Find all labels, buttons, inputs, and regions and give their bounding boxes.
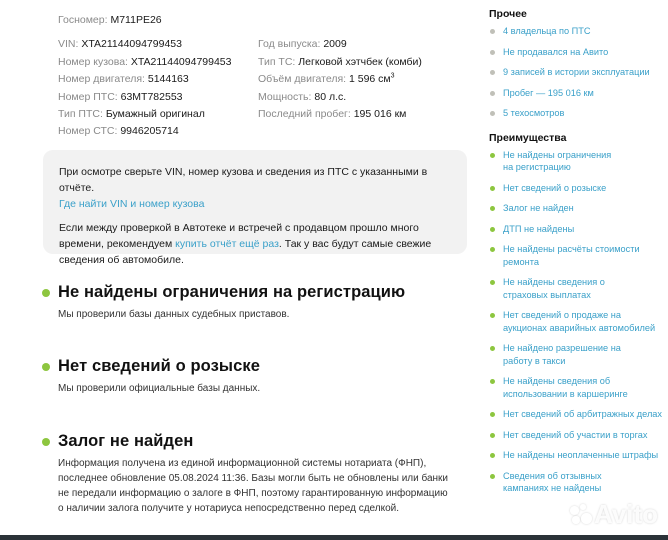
bullet-icon (490, 153, 495, 158)
sidebar-advantages-list (489, 149, 668, 495)
avito-watermark (570, 499, 658, 530)
section-description: Мы проверили официальные базы данных. (58, 383, 261, 394)
field-label: Номер ПТС: (58, 91, 118, 103)
field-value: XTA21144094799453 (81, 38, 182, 50)
section-title: Залог не найден (40, 430, 470, 452)
sidebar-item-accidents[interactable]: ДТП не найдены (489, 223, 668, 236)
status-dot-icon (42, 289, 50, 297)
bullet-icon (490, 186, 495, 191)
field-vin (58, 37, 182, 51)
sidebar-heading-other: Прочее (489, 8, 527, 20)
status-dot-icon (42, 363, 50, 371)
bullet-icon (490, 247, 495, 252)
sidebar-item-pledge[interactable]: Залог не найден (489, 202, 668, 215)
section-title: Не найдены ограничения на регистрацию (40, 281, 470, 303)
field-body-number (58, 55, 232, 69)
sidebar-item-fines[interactable]: Не найдены неоплаченные штрафы (489, 449, 668, 462)
field-label: VIN: (58, 38, 79, 50)
field-label: Объём двигателя: (258, 73, 347, 85)
avito-logo-icon (570, 504, 592, 526)
field-label: Номер двигателя: (58, 73, 145, 85)
field-value: Бумажный оригинал (105, 108, 205, 120)
bullet-icon (490, 50, 495, 55)
section-description: Информация получена из единой информационной системы нотариата (ФНП), последнее обновление 05.08.2024 11:36. Базы могли быть не обновлены или банки не передали информацию о залоге в ФНП, поэтому гарантированную информацию о наличии залога получите у нотариуса непосредственно перед сделкой. (58, 458, 449, 514)
field-value: 80 л.с. (314, 91, 347, 103)
note-text: При осмотре сверьте VIN, номер кузова и сведения из ПТС с указанными в отчёте. (59, 166, 428, 194)
bullet-icon (490, 111, 495, 116)
bullet-icon (490, 453, 495, 458)
sidebar-item-recalls[interactable]: Сведения об отзывных кампаниях не найдены (489, 470, 649, 495)
field-label: Номер кузова: (58, 56, 128, 68)
bullet-icon (490, 379, 495, 384)
bullet-icon (490, 70, 495, 75)
field-value: XTA21144094799453 (130, 56, 232, 68)
sidebar-item-carsharing[interactable]: Не найдены сведения об использовании в каршеринге (489, 375, 639, 400)
section-pledge (40, 430, 470, 516)
note-text: . Так у вас будут самые свежие сведения об автомобиле. (59, 238, 432, 266)
sidebar-item-mileage[interactable]: Пробег — 195 016 км (489, 87, 668, 100)
avito-watermark-text: Avito (593, 499, 658, 529)
section-description: Мы проверили базы данных судебных приставов. (58, 309, 290, 320)
note-paragraph (59, 220, 451, 268)
field-value: Легковой хэтчбек (комби) (298, 56, 422, 68)
sidebar-item-insurance[interactable]: Не найдены сведения о страховых выплатах (489, 276, 649, 301)
field-year (258, 37, 347, 51)
field-label: Последний пробег: (258, 108, 351, 120)
sidebar-item-inspections[interactable]: 5 техосмотров (489, 107, 668, 120)
bullet-icon (490, 206, 495, 211)
sidebar-item-owners[interactable]: 4 владельца по ПТС (489, 25, 668, 38)
section-registration-restrictions (40, 281, 470, 322)
status-dot-icon (42, 438, 50, 446)
field-value: 195 016 км (353, 108, 407, 120)
field-label: Тип ПТС: (58, 108, 103, 120)
field-last-mileage (258, 107, 406, 121)
bullet-icon (490, 29, 495, 34)
bullet-icon (490, 474, 495, 479)
bullet-icon (490, 280, 495, 285)
field-vehicle-type (258, 55, 422, 69)
field-label: Тип ТС: (258, 56, 296, 68)
bullet-icon (490, 91, 495, 96)
report-sidebar (489, 0, 668, 503)
bullet-icon (490, 433, 495, 438)
inspection-note (43, 150, 467, 266)
sidebar-item-history[interactable]: 9 записей в истории эксплуатации (489, 66, 668, 79)
buy-report-again-link[interactable]: купить отчёт ещё раз (175, 238, 279, 250)
bullet-icon (490, 313, 495, 318)
field-value: 2009 (323, 38, 347, 50)
sidebar-other-list (489, 25, 668, 120)
sidebar-item-repair-estimates[interactable]: Не найдены расчёты стоимости ремонта (489, 243, 649, 268)
field-pts-number (58, 90, 183, 104)
sidebar-item-trades[interactable]: Нет сведений об участии в торгах (489, 429, 668, 442)
field-value: 5144163 (147, 73, 189, 85)
field-sts-number (58, 124, 179, 138)
field-gosnomer (58, 13, 162, 27)
sidebar-item-taxi[interactable]: Не найдено разрешение на работу в такси (489, 342, 649, 367)
section-title: Нет сведений о розыске (40, 355, 470, 377)
field-engine-volume (258, 72, 395, 86)
section-wanted (40, 355, 470, 396)
sidebar-heading-advantages: Преимущества (489, 131, 567, 144)
sidebar-item-auctions[interactable]: Нет сведений о продаже на аукционах аварийных автомобилей (489, 309, 667, 334)
field-value: 9946205714 (120, 125, 179, 137)
bullet-icon (490, 412, 495, 417)
field-value: М711РЕ26 (110, 14, 162, 26)
sidebar-item-wanted[interactable]: Нет сведений о розыске (489, 182, 668, 195)
where-find-vin-link[interactable]: Где найти VIN и номер кузова (59, 198, 205, 210)
field-label: Номер СТС: (58, 125, 118, 137)
sidebar-item-avito-sales[interactable]: Не продавался на Авито (489, 46, 668, 59)
sidebar-item-arbitration[interactable]: Нет сведений об арбитражных делах (489, 408, 668, 421)
field-value: 1 596 см (348, 73, 391, 85)
field-label: Год выпуска: (258, 38, 321, 50)
bottom-bar (0, 535, 668, 540)
field-engine-number (58, 72, 189, 86)
field-pts-type (58, 107, 205, 121)
note-text: Если между проверкой в Автотеке и встречей с продавцом прошло много времени, рекомендуем (59, 222, 419, 250)
field-value: 63МТ782553 (120, 91, 183, 103)
bullet-icon (490, 346, 495, 351)
field-label: Госномер: (58, 14, 108, 26)
field-label: Мощность: (258, 91, 312, 103)
bullet-icon (490, 227, 495, 232)
sidebar-item-registration[interactable]: Не найдены ограничения на регистрацию (489, 149, 619, 174)
field-superscript: 3 (390, 72, 395, 80)
field-power (258, 90, 346, 104)
